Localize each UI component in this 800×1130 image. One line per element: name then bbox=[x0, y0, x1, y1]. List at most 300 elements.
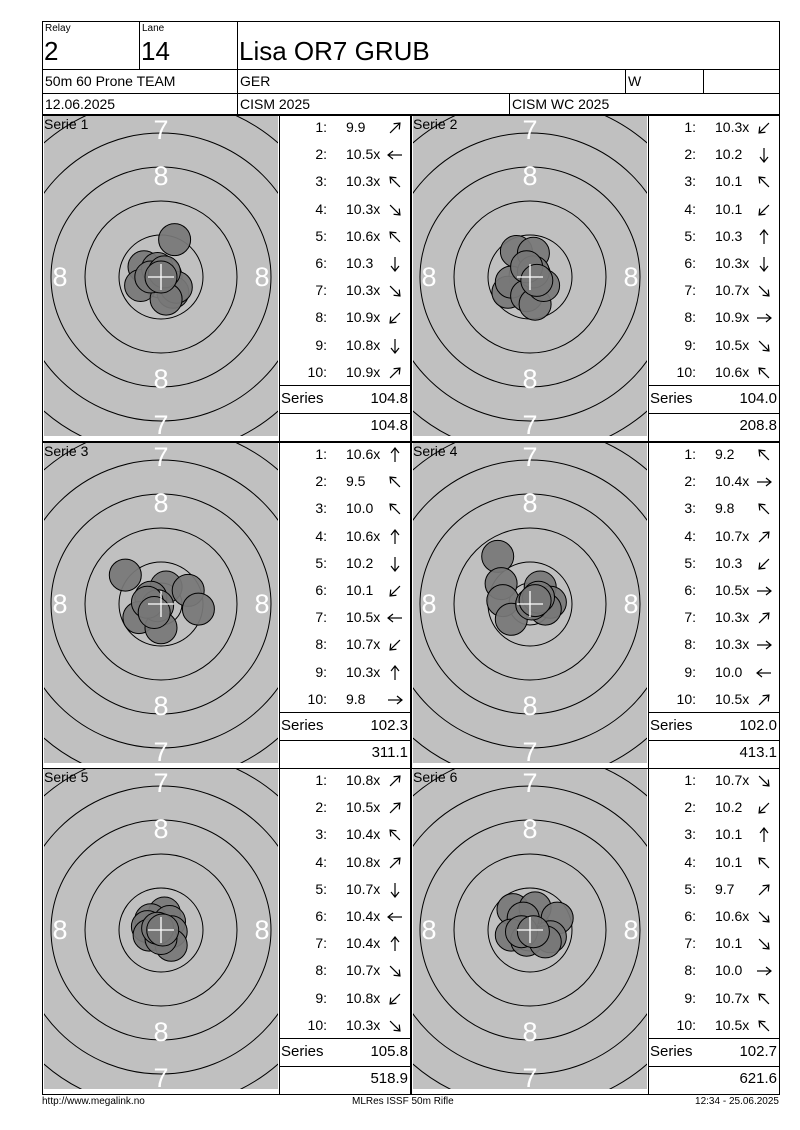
shot-row bbox=[649, 605, 780, 632]
shot-number: 3: bbox=[315, 173, 327, 190]
shot-score: 9.2 bbox=[715, 446, 735, 462]
direction-arrow-icon bbox=[386, 773, 404, 789]
shot-score: 10.4x bbox=[346, 908, 381, 924]
direction-arrow-icon bbox=[386, 882, 404, 898]
shot-row bbox=[649, 251, 780, 278]
shot-number: 10: bbox=[676, 1016, 696, 1033]
direction-arrow-icon bbox=[755, 637, 773, 653]
serie-label: Serie 4 bbox=[413, 443, 458, 459]
shot-number: 6: bbox=[684, 908, 696, 924]
ring-number: 7 bbox=[153, 410, 169, 436]
target-image bbox=[44, 443, 278, 763]
divider bbox=[648, 740, 779, 741]
shot-number: 8: bbox=[684, 962, 696, 979]
shot-row bbox=[280, 251, 411, 278]
shot-row bbox=[280, 333, 411, 360]
shot-number: 2: bbox=[684, 473, 696, 490]
shot-row bbox=[649, 496, 780, 523]
divider bbox=[43, 93, 779, 94]
direction-arrow-icon bbox=[386, 310, 404, 326]
shot-score: 10.1 bbox=[715, 935, 743, 952]
shot-row bbox=[280, 795, 411, 822]
shot-score: 10.0 bbox=[715, 962, 743, 979]
ring-number: 8 bbox=[522, 814, 538, 844]
direction-arrow-icon bbox=[755, 229, 773, 245]
shot-score: 10.7x bbox=[715, 989, 750, 1006]
shot-number: 10: bbox=[307, 363, 327, 380]
shot-impact bbox=[521, 264, 553, 296]
shot-number: 9: bbox=[684, 989, 696, 1006]
ring-number: 8 bbox=[522, 364, 538, 394]
serie-label: Serie 1 bbox=[44, 116, 89, 132]
shot-number: 3: bbox=[684, 826, 696, 843]
shot-row bbox=[280, 224, 411, 251]
shot-number: 5: bbox=[684, 554, 696, 571]
shot-score: 10.3 bbox=[715, 227, 743, 244]
shot-row bbox=[649, 632, 780, 659]
relay-value: 2 bbox=[44, 36, 59, 66]
shot-number: 3: bbox=[315, 826, 327, 843]
direction-arrow-icon bbox=[755, 310, 773, 326]
target-image bbox=[413, 443, 647, 763]
serie-label: Serie 2 bbox=[413, 116, 458, 132]
shot-row bbox=[280, 442, 411, 469]
shot-score: 10.3x bbox=[346, 200, 381, 217]
direction-arrow-icon bbox=[386, 963, 404, 979]
shot-row bbox=[280, 524, 411, 551]
shot-number: 6: bbox=[315, 908, 327, 924]
target-image bbox=[44, 769, 278, 1089]
direction-arrow-icon bbox=[755, 991, 773, 1007]
shot-score: 10.6x bbox=[715, 363, 750, 380]
shot-number: 7: bbox=[315, 609, 327, 626]
ring-number: 8 bbox=[52, 262, 68, 292]
series-total-label: Series bbox=[281, 717, 324, 734]
direction-arrow-icon bbox=[386, 256, 404, 272]
shot-impact bbox=[109, 559, 141, 591]
shot-row bbox=[649, 115, 780, 142]
shot-row bbox=[280, 904, 411, 931]
shot-number: 3: bbox=[684, 173, 696, 190]
shot-score: 10.7x bbox=[715, 772, 750, 788]
ring-number: 7 bbox=[153, 443, 169, 472]
direction-arrow-icon bbox=[755, 202, 773, 218]
ring-number: 8 bbox=[623, 589, 639, 619]
shot-row bbox=[649, 850, 780, 877]
shot-row bbox=[280, 958, 411, 985]
shot-row bbox=[280, 115, 411, 142]
shot-score: 10.0 bbox=[346, 500, 374, 517]
shot-row bbox=[649, 687, 780, 714]
direction-arrow-icon bbox=[755, 174, 773, 190]
direction-arrow-icon bbox=[755, 447, 773, 463]
series-total-label: Series bbox=[281, 1043, 324, 1060]
divider bbox=[279, 1038, 410, 1039]
divider bbox=[279, 413, 410, 414]
ring-number: 7 bbox=[522, 443, 538, 472]
match-name: CISM WC 2025 bbox=[512, 96, 610, 112]
shot-score: 10.9x bbox=[715, 309, 750, 326]
shot-row bbox=[649, 305, 780, 332]
direction-arrow-icon bbox=[386, 1018, 404, 1034]
shot-score: 10.6x bbox=[346, 527, 381, 544]
shot-number: 1: bbox=[684, 772, 696, 788]
shot-number: 2: bbox=[315, 799, 327, 816]
shot-score: 10.1 bbox=[346, 582, 374, 598]
shot-row bbox=[280, 360, 411, 387]
shot-row bbox=[280, 578, 411, 605]
direction-arrow-icon bbox=[386, 120, 404, 136]
direction-arrow-icon bbox=[755, 665, 773, 681]
shot-row bbox=[280, 169, 411, 196]
shot-number: 1: bbox=[315, 772, 327, 788]
direction-arrow-icon bbox=[386, 147, 404, 163]
running-total: 413.1 bbox=[739, 744, 777, 761]
shot-row bbox=[649, 524, 780, 551]
ring-number: 8 bbox=[421, 262, 437, 292]
target-image bbox=[413, 116, 647, 436]
ring-number: 7 bbox=[522, 410, 538, 436]
shot-row bbox=[649, 360, 780, 387]
direction-arrow-icon bbox=[386, 229, 404, 245]
shot-row bbox=[280, 142, 411, 169]
shot-number: 2: bbox=[315, 146, 327, 163]
ring-number: 8 bbox=[623, 915, 639, 945]
shot-score: 10.3x bbox=[715, 255, 750, 271]
direction-arrow-icon bbox=[755, 882, 773, 898]
shot-number: 4: bbox=[684, 853, 696, 870]
series-total-label: Series bbox=[650, 717, 693, 734]
divider bbox=[279, 1066, 410, 1067]
shot-score: 10.8x bbox=[346, 853, 381, 870]
series-total-label: Series bbox=[281, 390, 324, 407]
shot-number: 9: bbox=[684, 336, 696, 353]
ring-number: 7 bbox=[522, 116, 538, 145]
shot-row bbox=[649, 1013, 780, 1040]
shot-row bbox=[649, 958, 780, 985]
direction-arrow-icon bbox=[386, 474, 404, 490]
lane-value: 14 bbox=[141, 36, 170, 66]
shot-row bbox=[649, 197, 780, 224]
direction-arrow-icon bbox=[755, 909, 773, 925]
shot-row bbox=[280, 660, 411, 687]
competition: CISM 2025 bbox=[240, 96, 311, 112]
footer-url[interactable]: http://www.megalink.no bbox=[42, 1096, 145, 1107]
divider bbox=[509, 93, 510, 116]
shot-score: 9.5 bbox=[346, 473, 366, 490]
shooter-name: Lisa OR7 GRUB bbox=[239, 36, 430, 66]
direction-arrow-icon bbox=[755, 692, 773, 708]
shot-number: 7: bbox=[684, 609, 696, 626]
direction-arrow-icon bbox=[755, 963, 773, 979]
shot-score: 10.5x bbox=[346, 799, 381, 816]
direction-arrow-icon bbox=[386, 800, 404, 816]
footer-software: MLRes ISSF 50m Rifle bbox=[352, 1096, 454, 1107]
shot-row bbox=[649, 224, 780, 251]
direction-arrow-icon bbox=[755, 1018, 773, 1034]
shot-score: 10.5x bbox=[346, 146, 381, 163]
direction-arrow-icon bbox=[386, 936, 404, 952]
shot-row bbox=[649, 986, 780, 1013]
direction-arrow-icon bbox=[755, 474, 773, 490]
divider bbox=[279, 385, 410, 386]
direction-arrow-icon bbox=[386, 991, 404, 1007]
divider bbox=[648, 385, 779, 386]
divider bbox=[139, 22, 140, 69]
shot-number: 10: bbox=[307, 1016, 327, 1033]
shot-number: 7: bbox=[315, 282, 327, 299]
direction-arrow-icon bbox=[386, 583, 404, 599]
ring-number: 8 bbox=[522, 691, 538, 721]
lane-label: Lane bbox=[142, 23, 165, 34]
shot-row bbox=[280, 687, 411, 714]
shot-score: 10.3x bbox=[346, 1016, 381, 1033]
shot-number: 8: bbox=[315, 962, 327, 979]
series-total-label: Series bbox=[650, 390, 693, 407]
shot-row bbox=[649, 442, 780, 469]
direction-arrow-icon bbox=[386, 529, 404, 545]
shot-row bbox=[649, 278, 780, 305]
direction-arrow-icon bbox=[386, 501, 404, 517]
direction-arrow-icon bbox=[386, 665, 404, 681]
shot-number: 4: bbox=[315, 527, 327, 544]
shot-score: 10.3x bbox=[715, 609, 750, 626]
shot-row bbox=[649, 660, 780, 687]
shot-number: 1: bbox=[315, 446, 327, 462]
shot-row bbox=[280, 986, 411, 1013]
divider bbox=[648, 413, 779, 414]
shot-impact bbox=[517, 916, 549, 948]
direction-arrow-icon bbox=[386, 855, 404, 871]
shot-row bbox=[649, 822, 780, 849]
shot-number: 9: bbox=[315, 336, 327, 353]
shot-row bbox=[280, 768, 411, 795]
shot-row bbox=[280, 1013, 411, 1040]
ring-number: 7 bbox=[153, 1063, 169, 1089]
shot-score: 10.5x bbox=[715, 582, 750, 598]
shot-row bbox=[649, 469, 780, 496]
shot-row bbox=[280, 850, 411, 877]
shot-score: 10.8x bbox=[346, 772, 381, 788]
shot-score: 10.3x bbox=[346, 663, 381, 680]
shot-score: 10.4x bbox=[715, 473, 750, 490]
shot-score: 10.9x bbox=[346, 363, 381, 380]
divider bbox=[625, 69, 626, 93]
shot-row bbox=[280, 496, 411, 523]
direction-arrow-icon bbox=[755, 120, 773, 136]
shot-score: 10.2 bbox=[715, 799, 743, 816]
direction-arrow-icon bbox=[386, 556, 404, 572]
shot-score: 10.6x bbox=[346, 227, 381, 244]
ring-number: 8 bbox=[522, 1017, 538, 1047]
direction-arrow-icon bbox=[755, 338, 773, 354]
ring-number: 8 bbox=[254, 589, 270, 619]
shot-number: 8: bbox=[684, 636, 696, 653]
shot-score: 10.1 bbox=[715, 173, 743, 190]
shot-number: 1: bbox=[684, 446, 696, 462]
shot-number: 5: bbox=[315, 880, 327, 897]
shot-row bbox=[280, 632, 411, 659]
target-image bbox=[413, 769, 647, 1089]
shot-number: 1: bbox=[684, 119, 696, 135]
direction-arrow-icon bbox=[755, 147, 773, 163]
shot-score: 9.9 bbox=[346, 119, 366, 135]
shot-score: 10.7x bbox=[346, 962, 381, 979]
ring-number: 8 bbox=[421, 589, 437, 619]
series-total: 102.7 bbox=[739, 1043, 777, 1060]
shot-number: 5: bbox=[315, 227, 327, 244]
ring-number: 8 bbox=[153, 691, 169, 721]
shot-row bbox=[280, 605, 411, 632]
shot-score: 10.2 bbox=[715, 146, 743, 163]
divider bbox=[43, 69, 779, 70]
shot-score: 10.1 bbox=[715, 853, 743, 870]
direction-arrow-icon bbox=[755, 583, 773, 599]
direction-arrow-icon bbox=[755, 827, 773, 843]
shot-number: 6: bbox=[684, 255, 696, 271]
shot-score: 10.4x bbox=[346, 826, 381, 843]
direction-arrow-icon bbox=[755, 773, 773, 789]
date: 12.06.2025 bbox=[45, 96, 116, 112]
shot-number: 4: bbox=[315, 853, 327, 870]
shot-score: 9.7 bbox=[715, 880, 735, 897]
shot-score: 10.8x bbox=[346, 989, 381, 1006]
direction-arrow-icon bbox=[755, 256, 773, 272]
relay-label: Relay bbox=[45, 23, 71, 34]
shot-number: 5: bbox=[684, 227, 696, 244]
ring-number: 8 bbox=[153, 488, 169, 518]
shot-number: 8: bbox=[315, 636, 327, 653]
shot-impact bbox=[138, 597, 170, 629]
shot-row bbox=[280, 305, 411, 332]
ring-number: 8 bbox=[522, 161, 538, 191]
shot-row bbox=[280, 931, 411, 958]
ring-number: 7 bbox=[522, 737, 538, 763]
shot-score: 10.6x bbox=[715, 908, 750, 924]
shot-score: 10.0 bbox=[715, 663, 743, 680]
direction-arrow-icon bbox=[386, 283, 404, 299]
direction-arrow-icon bbox=[386, 365, 404, 381]
shot-impact bbox=[159, 224, 191, 256]
ring-number: 7 bbox=[522, 1063, 538, 1089]
shot-number: 4: bbox=[684, 200, 696, 217]
shot-score: 10.9x bbox=[346, 309, 381, 326]
shot-number: 5: bbox=[684, 880, 696, 897]
shot-score: 10.3 bbox=[346, 255, 374, 271]
ring-number: 7 bbox=[153, 116, 169, 145]
ring-number: 8 bbox=[522, 488, 538, 518]
shot-number: 4: bbox=[684, 527, 696, 544]
ring-number: 7 bbox=[522, 769, 538, 798]
direction-arrow-icon bbox=[755, 800, 773, 816]
serie-label: Serie 3 bbox=[44, 443, 89, 459]
direction-arrow-icon bbox=[755, 855, 773, 871]
shot-number: 4: bbox=[315, 200, 327, 217]
running-total: 208.8 bbox=[739, 417, 777, 434]
shot-score: 10.5x bbox=[715, 1016, 750, 1033]
direction-arrow-icon bbox=[386, 202, 404, 218]
direction-arrow-icon bbox=[755, 529, 773, 545]
shot-row bbox=[649, 578, 780, 605]
shot-number: 9: bbox=[315, 663, 327, 680]
ring-number: 8 bbox=[153, 814, 169, 844]
direction-arrow-icon bbox=[386, 909, 404, 925]
shot-score: 10.3x bbox=[346, 282, 381, 299]
shot-number: 10: bbox=[307, 690, 327, 707]
direction-arrow-icon bbox=[755, 936, 773, 952]
shot-score: 10.1 bbox=[715, 200, 743, 217]
ring-number: 8 bbox=[153, 161, 169, 191]
divider bbox=[703, 69, 704, 93]
direction-arrow-icon bbox=[386, 447, 404, 463]
shot-number: 7: bbox=[684, 935, 696, 952]
shot-row bbox=[649, 142, 780, 169]
direction-arrow-icon bbox=[386, 692, 404, 708]
series-total: 104.0 bbox=[739, 390, 777, 407]
direction-arrow-icon bbox=[386, 827, 404, 843]
direction-arrow-icon bbox=[755, 283, 773, 299]
shot-number: 10: bbox=[676, 690, 696, 707]
shot-score: 10.7x bbox=[715, 527, 750, 544]
shot-number: 9: bbox=[315, 989, 327, 1006]
shot-impact bbox=[182, 593, 214, 625]
ring-number: 8 bbox=[254, 915, 270, 945]
serie-label: Serie 6 bbox=[413, 769, 458, 785]
shot-row bbox=[280, 197, 411, 224]
shot-number: 7: bbox=[315, 935, 327, 952]
shot-score: 10.3 bbox=[715, 554, 743, 571]
direction-arrow-icon bbox=[386, 610, 404, 626]
shot-number: 3: bbox=[315, 500, 327, 517]
shot-number: 6: bbox=[315, 255, 327, 271]
shot-score: 9.8 bbox=[715, 500, 735, 517]
shot-score: 10.5x bbox=[715, 336, 750, 353]
header-box bbox=[42, 21, 780, 115]
shot-row bbox=[280, 551, 411, 578]
ring-number: 8 bbox=[254, 262, 270, 292]
shot-score: 10.7x bbox=[346, 880, 381, 897]
shot-score: 10.6x bbox=[346, 446, 381, 462]
shot-score: 10.3x bbox=[715, 119, 750, 135]
direction-arrow-icon bbox=[755, 365, 773, 381]
shot-row bbox=[649, 551, 780, 578]
footer-timestamp: 12:34 - 25.06.2025 bbox=[695, 1096, 779, 1107]
shot-score: 10.8x bbox=[346, 336, 381, 353]
running-total: 311.1 bbox=[371, 744, 408, 761]
series-total-label: Series bbox=[650, 1043, 693, 1060]
serie-label: Serie 5 bbox=[44, 769, 89, 785]
divider bbox=[279, 740, 410, 741]
running-total: 518.9 bbox=[370, 1070, 408, 1087]
running-total: 621.6 bbox=[739, 1070, 777, 1087]
gender: W bbox=[628, 73, 642, 89]
shot-score: 10.1 bbox=[715, 826, 743, 843]
shot-score: 10.5x bbox=[715, 690, 750, 707]
shot-number: 6: bbox=[684, 582, 696, 598]
shot-score: 10.7x bbox=[346, 636, 381, 653]
series-total: 105.8 bbox=[370, 1043, 408, 1060]
shot-number: 8: bbox=[684, 309, 696, 326]
shot-number: 7: bbox=[684, 282, 696, 299]
divider bbox=[279, 712, 410, 713]
event-name: 50m 60 Prone TEAM bbox=[45, 73, 176, 89]
shot-row bbox=[649, 904, 780, 931]
shot-row bbox=[280, 278, 411, 305]
shot-score: 10.2 bbox=[346, 554, 374, 571]
shot-impact bbox=[519, 585, 551, 617]
ring-number: 7 bbox=[153, 769, 169, 798]
nation: GER bbox=[240, 73, 271, 89]
